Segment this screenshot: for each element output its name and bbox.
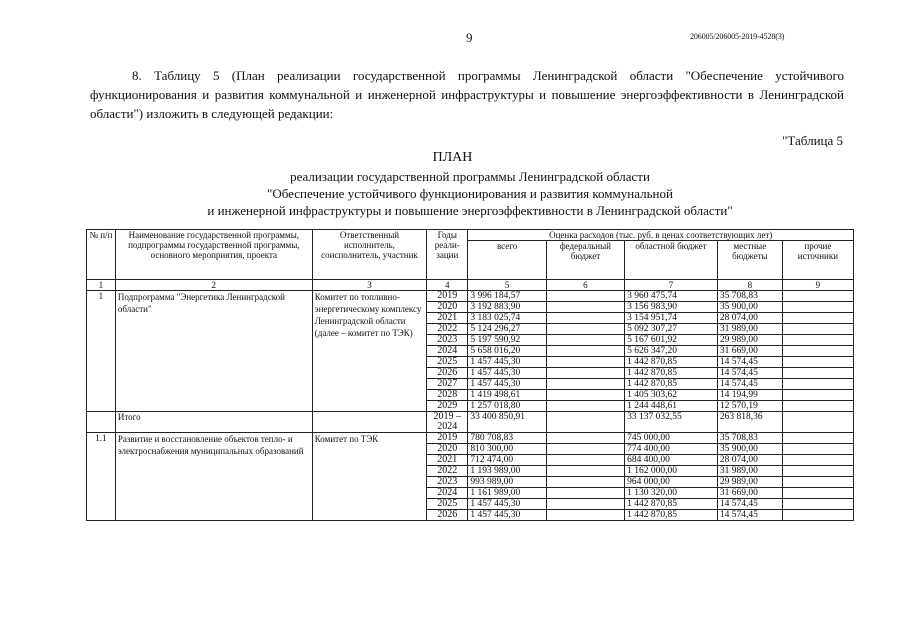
federal-cell <box>546 488 624 499</box>
year-cell: 2024 <box>427 346 468 357</box>
regional-cell: 1 162 000,00 <box>625 466 718 477</box>
total-label-cell: Итого <box>115 412 312 433</box>
header-years: Годы реали-зации <box>427 230 468 280</box>
total-cell: 810 300,00 <box>468 444 546 455</box>
table-row <box>87 433 854 444</box>
other-cell <box>782 488 853 499</box>
table-row <box>87 291 854 302</box>
local-cell: 28 074,00 <box>717 313 782 324</box>
year-cell: 2019 <box>427 433 468 444</box>
other-cell <box>782 444 853 455</box>
federal-cell <box>546 324 624 335</box>
regional-cell: 5 167 601,92 <box>625 335 718 346</box>
federal-cell <box>546 466 624 477</box>
intro-paragraph: 8. Таблицу 5 (План реализации государственной программы Ленинградской области "Обеспечение устойчивого функционирования и развития коммунальной и инженерной инфраструктуры и повышение энергоэффективности в Ленинградской области") изложить в следующей редакции: <box>90 68 844 121</box>
year-cell: 2025 <box>427 357 468 368</box>
total-cell: 33 400 850,91 <box>468 412 546 433</box>
table-label: "Таблица 5 <box>782 133 843 148</box>
local-cell: 14 574,45 <box>717 510 782 521</box>
year-cell: 2026 <box>427 510 468 521</box>
regional-cell: 5 626 347,20 <box>625 346 718 357</box>
regional-cell: 1 442 870,85 <box>625 510 718 521</box>
regional-cell: 5 092 307,27 <box>625 324 718 335</box>
header-federal: федеральный бюджет <box>546 241 624 280</box>
subtitle-line-2: "Обеспечение устойчивого функционирования и развития коммунальной <box>267 186 673 201</box>
other-cell <box>782 324 853 335</box>
year-cell: 2021 <box>427 455 468 466</box>
other-cell <box>782 499 853 510</box>
federal-cell <box>546 302 624 313</box>
local-cell: 35 708,83 <box>717 433 782 444</box>
federal-cell <box>546 499 624 510</box>
year-cell: 2027 <box>427 379 468 390</box>
header-regional: областной бюджет <box>625 241 718 280</box>
total-cell: 993 989,00 <box>468 477 546 488</box>
year-cell: 2024 <box>427 488 468 499</box>
year-cell: 2019 – 2024 <box>427 412 468 433</box>
other-cell <box>782 357 853 368</box>
federal-cell <box>546 444 624 455</box>
program-name-cell: Подпрограмма "Энергетика Ленинградской области" <box>115 291 312 412</box>
total-cell: 1 161 989,00 <box>468 488 546 499</box>
regional-cell: 1 442 870,85 <box>625 379 718 390</box>
executor-cell: Комитет по ТЭК <box>312 433 426 521</box>
col-number: 7 <box>625 280 718 291</box>
local-cell: 14 194,99 <box>717 390 782 401</box>
federal-cell <box>546 412 624 433</box>
year-cell: 2025 <box>427 499 468 510</box>
header-name: Наименование государственной программы, подпрограммы государственной программы, основного мероприятия, проекта <box>115 230 312 280</box>
header-total: всего <box>468 241 546 280</box>
plan-table <box>86 229 854 521</box>
regional-cell: 3 154 951,74 <box>625 313 718 324</box>
year-cell: 2019 <box>427 291 468 302</box>
col-number: 9 <box>782 280 853 291</box>
other-cell <box>782 302 853 313</box>
regional-cell: 1 442 870,85 <box>625 368 718 379</box>
page-number: 9 <box>466 30 473 45</box>
federal-cell <box>546 313 624 324</box>
year-cell: 2022 <box>427 466 468 477</box>
other-cell <box>782 455 853 466</box>
federal-cell <box>546 357 624 368</box>
regional-cell: 684 400,00 <box>625 455 718 466</box>
regional-cell: 3 960 475,74 <box>625 291 718 302</box>
other-cell <box>782 291 853 302</box>
header-num: № п/п <box>87 230 116 280</box>
total-cell: 3 192 883,90 <box>468 302 546 313</box>
local-cell: 14 574,45 <box>717 379 782 390</box>
total-cell: 1 457 445,30 <box>468 499 546 510</box>
column-number-row <box>87 280 854 291</box>
document-id: 206005/206005-2019-4528(3) <box>690 32 785 41</box>
local-cell: 35 900,00 <box>717 302 782 313</box>
total-cell: 1 419 498,61 <box>468 390 546 401</box>
year-cell: 2029 <box>427 401 468 412</box>
local-cell: 14 574,45 <box>717 357 782 368</box>
other-cell <box>782 368 853 379</box>
total-cell: 5 124 296,27 <box>468 324 546 335</box>
col-number: 4 <box>427 280 468 291</box>
year-cell: 2026 <box>427 368 468 379</box>
col-number: 3 <box>312 280 426 291</box>
total-cell: 1 193 989,00 <box>468 466 546 477</box>
other-cell <box>782 401 853 412</box>
total-cell: 1 457 445,30 <box>468 368 546 379</box>
year-cell: 2023 <box>427 335 468 346</box>
year-cell: 2028 <box>427 390 468 401</box>
local-cell: 14 574,45 <box>717 499 782 510</box>
regional-cell: 745 000,00 <box>625 433 718 444</box>
regional-cell: 964 000,00 <box>625 477 718 488</box>
other-cell <box>782 390 853 401</box>
total-cell: 5 197 590,92 <box>468 335 546 346</box>
year-cell: 2020 <box>427 302 468 313</box>
federal-cell <box>546 368 624 379</box>
regional-cell: 774 400,00 <box>625 444 718 455</box>
regional-cell: 1 130 320,00 <box>625 488 718 499</box>
other-cell <box>782 412 853 433</box>
regional-cell: 3 156 983,90 <box>625 302 718 313</box>
total-cell: 1 457 445,30 <box>468 510 546 521</box>
local-cell: 35 900,00 <box>717 444 782 455</box>
other-cell <box>782 466 853 477</box>
total-cell: 1 457 445,30 <box>468 357 546 368</box>
local-cell: 29 989,00 <box>717 335 782 346</box>
other-cell <box>782 379 853 390</box>
federal-cell <box>546 401 624 412</box>
local-cell: 263 818,36 <box>717 412 782 433</box>
header-local: местные бюджеты <box>717 241 782 280</box>
local-cell: 14 574,45 <box>717 368 782 379</box>
local-cell: 31 989,00 <box>717 466 782 477</box>
federal-cell <box>546 390 624 401</box>
total-row <box>87 412 854 433</box>
federal-cell <box>546 510 624 521</box>
other-cell <box>782 433 853 444</box>
regional-cell: 1 442 870,85 <box>625 499 718 510</box>
total-cell: 1 457 445,30 <box>468 379 546 390</box>
regional-cell: 1 442 870,85 <box>625 357 718 368</box>
subtitle-line-1: реализации государственной программы Ленинградской области <box>290 169 650 184</box>
col-number: 8 <box>717 280 782 291</box>
year-cell: 2022 <box>427 324 468 335</box>
col-number: 6 <box>546 280 624 291</box>
local-cell: 31 669,00 <box>717 488 782 499</box>
row-number-cell: 1.1 <box>87 433 116 521</box>
year-cell: 2021 <box>427 313 468 324</box>
regional-cell: 1 244 448,61 <box>625 401 718 412</box>
federal-cell <box>546 477 624 488</box>
year-cell: 2020 <box>427 444 468 455</box>
plan-title: ПЛАН <box>432 150 473 165</box>
federal-cell <box>546 346 624 357</box>
other-cell <box>782 313 853 324</box>
local-cell: 28 074,00 <box>717 455 782 466</box>
year-cell: 2023 <box>427 477 468 488</box>
local-cell: 31 989,00 <box>717 324 782 335</box>
total-cell: 712 474,00 <box>468 455 546 466</box>
other-cell <box>782 477 853 488</box>
federal-cell <box>546 335 624 346</box>
regional-cell: 1 405 303,62 <box>625 390 718 401</box>
subtitle-line-3: и инженерной инфраструктуры и повышение энергоэффективности в Ленинградской области" <box>207 203 733 218</box>
header-executor: Ответственный исполнитель, соисполнитель, участник <box>312 230 426 280</box>
other-cell <box>782 335 853 346</box>
local-cell: 31 669,00 <box>717 346 782 357</box>
empty-cell <box>87 412 116 433</box>
program-name-cell: Развитие и восстановление объектов тепло- и электроснабжения муниципальных образований <box>115 433 312 521</box>
other-cell <box>782 346 853 357</box>
federal-cell <box>546 455 624 466</box>
federal-cell <box>546 291 624 302</box>
local-cell: 12 570,19 <box>717 401 782 412</box>
regional-cell: 33 137 032,55 <box>625 412 718 433</box>
local-cell: 35 708,83 <box>717 291 782 302</box>
total-cell: 5 658 016,20 <box>468 346 546 357</box>
total-cell: 3 996 184,57 <box>468 291 546 302</box>
federal-cell <box>546 433 624 444</box>
header-other: прочие источники <box>782 241 853 280</box>
plan-subtitle <box>0 168 905 219</box>
col-number: 1 <box>87 280 116 291</box>
total-cell: 1 257 018,80 <box>468 401 546 412</box>
executor-cell: Комитет по топливно-энергетическому комплексу Ленинградской области (далее – комитет по ТЭК) <box>312 291 426 412</box>
local-cell: 29 989,00 <box>717 477 782 488</box>
col-number: 2 <box>115 280 312 291</box>
col-number: 5 <box>468 280 546 291</box>
other-cell <box>782 510 853 521</box>
empty-cell <box>312 412 426 433</box>
federal-cell <box>546 379 624 390</box>
total-cell: 780 708,83 <box>468 433 546 444</box>
row-number-cell: 1 <box>87 291 116 412</box>
header-cost-group: Оценка расходов (тыс. руб. в ценах соответствующих лет) <box>468 230 854 241</box>
total-cell: 3 183 025,74 <box>468 313 546 324</box>
